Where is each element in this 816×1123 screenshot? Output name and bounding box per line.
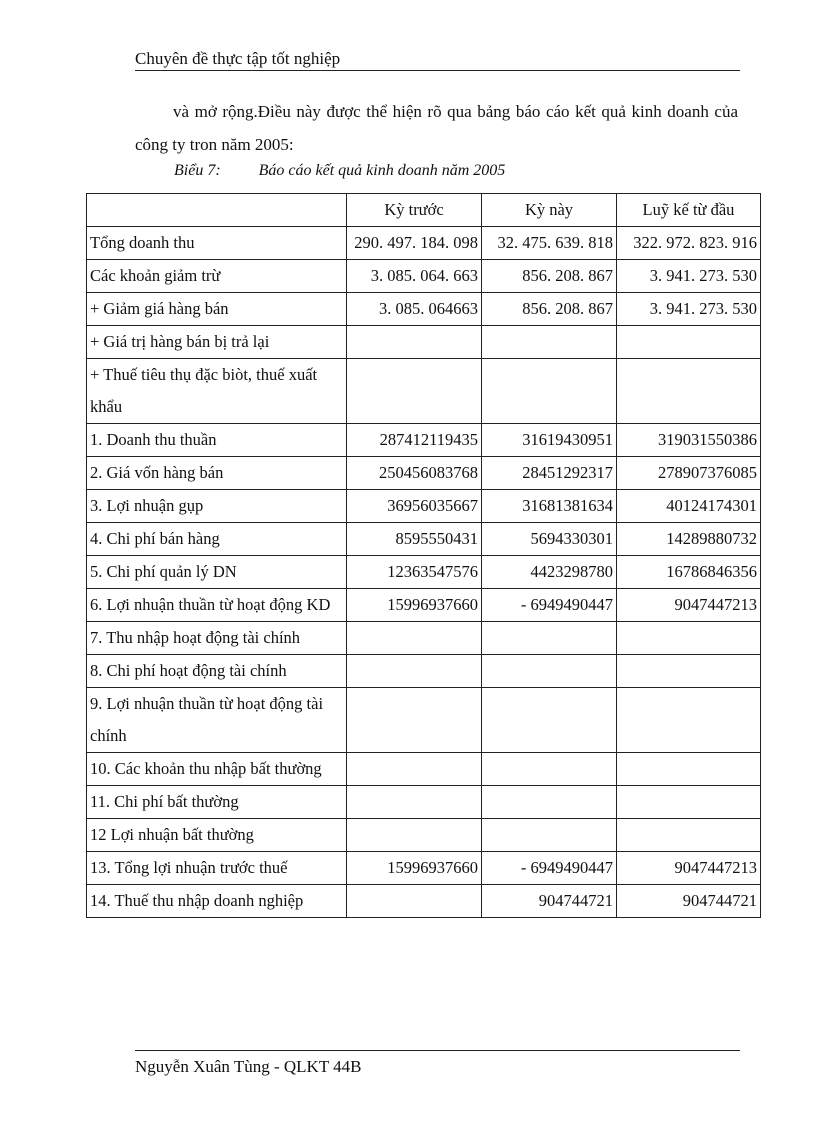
value-cell: 8595550431: [347, 523, 482, 556]
value-cell: [617, 655, 761, 688]
value-cell: 15996937660: [347, 852, 482, 885]
table-row: [87, 227, 761, 260]
row-label: + Thuế tiêu thụ đặc biòt, thuế xuất khẩu: [87, 359, 347, 424]
value-cell: 32. 475. 639. 818: [482, 227, 617, 260]
value-cell: [482, 326, 617, 359]
row-label: 4. Chi phí bán hàng: [87, 523, 347, 556]
row-label: 10. Các khoản thu nhập bất thường: [87, 753, 347, 786]
value-cell: 31619430951: [482, 424, 617, 457]
table-row: [87, 424, 761, 457]
table-row: [87, 655, 761, 688]
table-row: [87, 589, 761, 622]
value-cell: 4423298780: [482, 556, 617, 589]
row-label: 5. Chi phí quản lý DN: [87, 556, 347, 589]
row-label: 14. Thuế thu nhập doanh nghiệp: [87, 885, 347, 918]
value-cell: 250456083768: [347, 457, 482, 490]
table-row: [87, 819, 761, 852]
value-cell: 40124174301: [617, 490, 761, 523]
table-row: [87, 326, 761, 359]
intro-text: và mở rộng.Điều này được thể hiện rõ qua bảng báo cáo kết quả kinh doanh của công ty tron năm 2005:: [135, 102, 738, 154]
row-label: 8. Chi phí hoạt động tài chính: [87, 655, 347, 688]
intro-paragraph: [135, 95, 738, 161]
row-label: Tổng doanh thu: [87, 227, 347, 260]
value-cell: 3. 941. 273. 530: [617, 260, 761, 293]
value-cell: [347, 819, 482, 852]
value-cell: [617, 359, 761, 424]
value-cell: [617, 622, 761, 655]
value-cell: [617, 688, 761, 753]
table-row: [87, 523, 761, 556]
value-cell: 278907376085: [617, 457, 761, 490]
value-cell: 904744721: [482, 885, 617, 918]
value-cell: - 6949490447: [482, 589, 617, 622]
header-cell: [87, 194, 347, 227]
value-cell: - 6949490447: [482, 852, 617, 885]
value-cell: 31681381634: [482, 490, 617, 523]
value-cell: 319031550386: [617, 424, 761, 457]
income-statement-table: [86, 193, 761, 918]
value-cell: 16786846356: [617, 556, 761, 589]
value-cell: [482, 688, 617, 753]
table-row: [87, 753, 761, 786]
page-footer: Nguyễn Xuân Tùng - QLKT 44B: [135, 1050, 740, 1077]
table-row: [87, 359, 761, 424]
table-caption: [174, 160, 505, 182]
value-cell: 9047447213: [617, 589, 761, 622]
value-cell: 9047447213: [617, 852, 761, 885]
value-cell: [347, 786, 482, 819]
row-label: 11. Chi phí bất thường: [87, 786, 347, 819]
value-cell: [482, 359, 617, 424]
row-label: 9. Lợi nhuận thuần từ hoạt động tài chính: [87, 688, 347, 753]
value-cell: 856. 208. 867: [482, 293, 617, 326]
value-cell: 5694330301: [482, 523, 617, 556]
value-cell: [347, 359, 482, 424]
value-cell: [347, 326, 482, 359]
caption-label: Biểu 7:: [174, 162, 221, 179]
table-row: [87, 852, 761, 885]
table-body: [87, 227, 761, 918]
value-cell: 3. 085. 064. 663: [347, 260, 482, 293]
value-cell: [347, 688, 482, 753]
row-label: 6. Lợi nhuận thuần từ hoạt động KD: [87, 589, 347, 622]
row-label: 13. Tổng lợi nhuận trước thuế: [87, 852, 347, 885]
value-cell: [617, 819, 761, 852]
header-cell: Kỳ trước: [347, 194, 482, 227]
value-cell: [482, 786, 617, 819]
table-row: [87, 457, 761, 490]
table-header-row: [87, 194, 761, 227]
value-cell: 14289880732: [617, 523, 761, 556]
value-cell: 287412119435: [347, 424, 482, 457]
table-row: [87, 622, 761, 655]
value-cell: [617, 753, 761, 786]
page-header: Chuyên đề thực tập tốt nghiệp: [135, 48, 740, 71]
value-cell: [482, 622, 617, 655]
value-cell: [347, 655, 482, 688]
row-label: + Giảm giá hàng bán: [87, 293, 347, 326]
table-row: [87, 260, 761, 293]
value-cell: 15996937660: [347, 589, 482, 622]
value-cell: 3. 085. 064663: [347, 293, 482, 326]
row-label: 3. Lợi nhuận gụp: [87, 490, 347, 523]
value-cell: [617, 326, 761, 359]
table-row: [87, 786, 761, 819]
table-row: [87, 490, 761, 523]
value-cell: 322. 972. 823. 916: [617, 227, 761, 260]
table-row: [87, 688, 761, 753]
table-row: [87, 885, 761, 918]
caption-title: Báo cáo kết quả kinh doanh năm 2005: [258, 162, 506, 179]
value-cell: [347, 622, 482, 655]
value-cell: [482, 819, 617, 852]
value-cell: 28451292317: [482, 457, 617, 490]
header-cell: Luỹ kế từ đầu: [617, 194, 761, 227]
value-cell: [347, 885, 482, 918]
value-cell: 36956035667: [347, 490, 482, 523]
row-label: 1. Doanh thu thuần: [87, 424, 347, 457]
value-cell: [347, 753, 482, 786]
table-row: [87, 293, 761, 326]
value-cell: [482, 655, 617, 688]
value-cell: [482, 753, 617, 786]
value-cell: 12363547576: [347, 556, 482, 589]
table-row: [87, 556, 761, 589]
row-label: 7. Thu nhập hoạt động tài chính: [87, 622, 347, 655]
value-cell: 290. 497. 184. 098: [347, 227, 482, 260]
row-label: 2. Giá vốn hàng bán: [87, 457, 347, 490]
row-label: 12 Lợi nhuận bất thường: [87, 819, 347, 852]
value-cell: 856. 208. 867: [482, 260, 617, 293]
row-label: + Giá trị hàng bán bị trả lại: [87, 326, 347, 359]
value-cell: 904744721: [617, 885, 761, 918]
value-cell: 3. 941. 273. 530: [617, 293, 761, 326]
value-cell: [617, 786, 761, 819]
header-cell: Kỳ này: [482, 194, 617, 227]
row-label: Các khoản giảm trừ: [87, 260, 347, 293]
